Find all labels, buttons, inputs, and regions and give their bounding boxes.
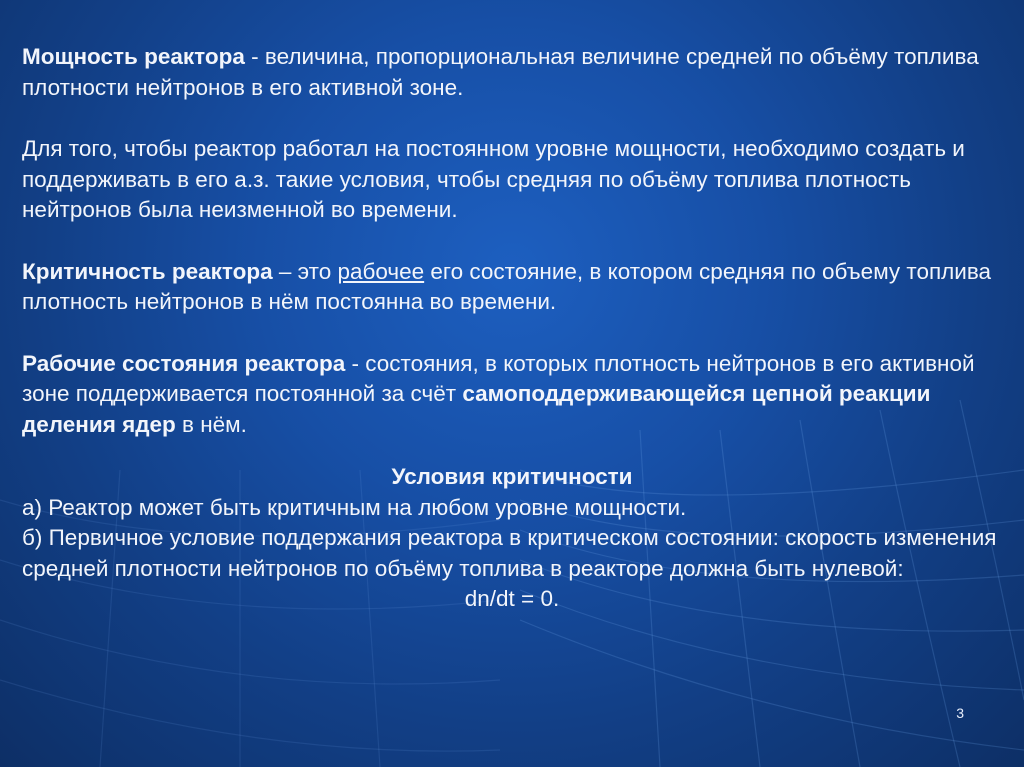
condition-b: б) Первичное условие поддержания реактора в критическом состоянии: скорость изменения средней плотности нейтронов по объёму топлива в реакторе должна быть нулевой: <box>22 525 997 581</box>
term-reactor-power: Мощность реактора <box>22 44 245 69</box>
underlined-word: рабочее <box>337 258 425 284</box>
term-working-states: Рабочие состояния реактора <box>22 350 346 376</box>
criticality-conditions <box>22 462 1002 615</box>
definition-text: в нём. <box>175 411 247 437</box>
definition-criticality <box>22 257 1002 318</box>
slide-content <box>22 42 1002 615</box>
paragraph-constant-power <box>22 134 1002 226</box>
definition-text: - состояния, в которых плотность нейтронов в его активной зоне поддерживается постоянной за счёт <box>22 350 975 406</box>
definition-text: – это <box>272 258 338 284</box>
paragraph-text: Для того, чтобы реактор работал на постоянном уровне мощности, необходимо создать и поддерживать в его а.з. такие условия, чтобы средняя по объёму топлива плотность нейтронов была неизменной во времени. <box>22 136 965 222</box>
definition-text: его состояние, в котором средняя по объему топлива плотность нейтронов в нём постоянна во времени. <box>22 258 992 314</box>
condition-a: а) Реактор может быть критичным на любом уровне мощности. <box>22 494 687 520</box>
page-number: 3 <box>956 705 964 721</box>
definition-text: - величина, пропорциональная величине средней по объёму топлива плотности нейтронов в его активной зоне. <box>22 44 979 100</box>
definition-reactor-power <box>22 42 1002 103</box>
definition-working-states <box>22 349 1002 441</box>
formula: dn/dt = 0. <box>464 586 560 611</box>
conditions-title: Условия критичности <box>391 464 633 489</box>
term-criticality: Критичность реактора <box>22 258 273 284</box>
term-chain-reaction: самоподдерживающейся цепной реакции деления ядер <box>22 381 931 437</box>
